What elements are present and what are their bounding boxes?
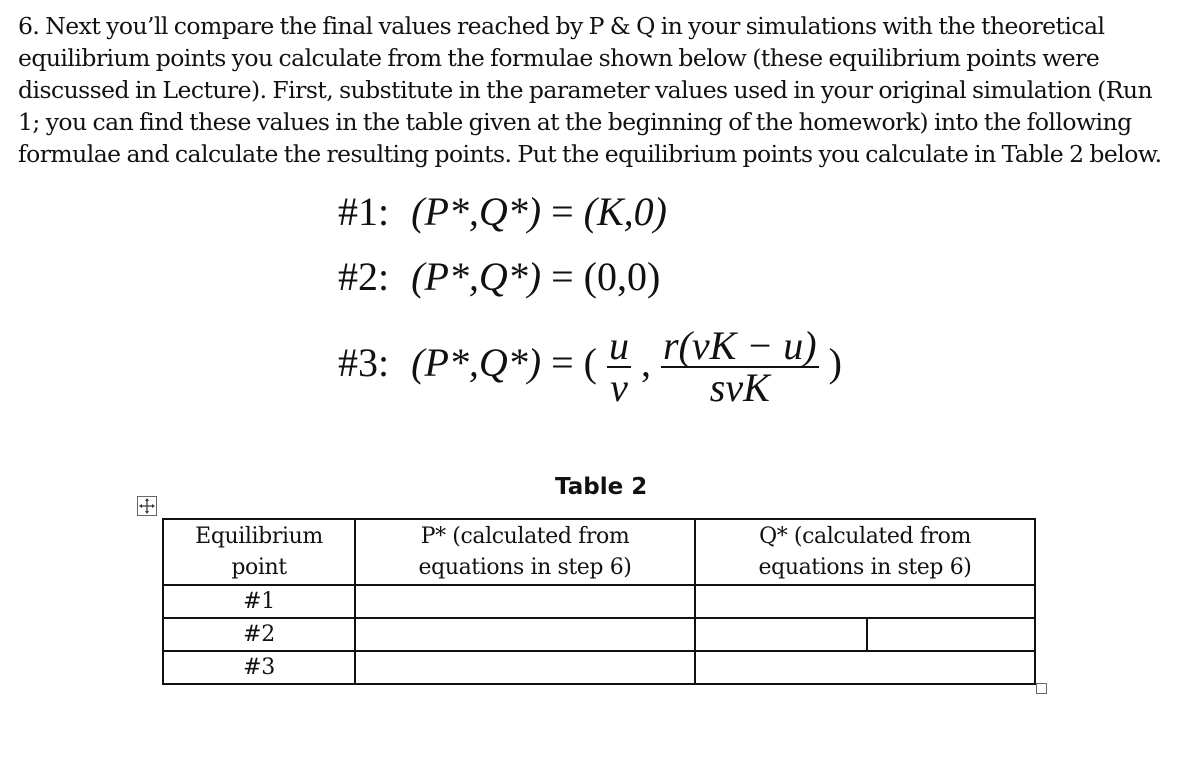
question-line: equilibrium points you calculate from the formulae shown below (these equilibrium points were xyxy=(18,44,1100,72)
table-2 xyxy=(162,518,1036,685)
equals-sign: = xyxy=(551,254,574,299)
open-paren: ( xyxy=(583,340,597,386)
table-header-row xyxy=(163,519,1035,585)
resize-square-icon[interactable] xyxy=(1036,683,1047,694)
equals-sign: = xyxy=(551,189,574,234)
q-star-cell[interactable] xyxy=(695,651,1035,684)
p-star-cell[interactable] xyxy=(355,585,695,618)
header-line: Q* (calculated from xyxy=(759,524,971,549)
equation-2 xyxy=(338,253,660,300)
row-label-cell: #2 xyxy=(163,618,355,651)
question-line: formulae and calculate the resulting points. Put the equilibrium points you calculate in Table 2 below. xyxy=(18,140,1162,168)
equation-rhs: (0,0) xyxy=(583,254,661,299)
header-line: point xyxy=(231,555,287,580)
close-paren: ) xyxy=(828,340,842,386)
p-star-cell[interactable] xyxy=(355,651,695,684)
q-star-cell[interactable] xyxy=(695,618,1035,651)
equals-sign: = xyxy=(551,340,574,386)
equation-rhs: (K,0) xyxy=(583,189,667,234)
equation-label: #1: xyxy=(338,189,390,234)
p-star-cell[interactable] xyxy=(355,618,695,651)
equation-lhs: (P*,Q*) xyxy=(411,340,542,386)
table-row xyxy=(163,618,1035,651)
fraction-denominator: v xyxy=(607,366,631,408)
equation-lhs: (P*,Q*) xyxy=(411,254,542,299)
header-line: P* (calculated from xyxy=(420,524,630,549)
comma: , xyxy=(640,340,651,386)
table-row xyxy=(163,585,1035,618)
question-line: discussed in Lecture). First, substitute in the parameter values used in your original simulation (Run xyxy=(18,76,1153,104)
equation-lhs: (P*,Q*) xyxy=(411,189,542,234)
split-cell-right[interactable] xyxy=(868,619,1034,650)
equation-3 xyxy=(338,323,842,410)
row-label-cell: #3 xyxy=(163,651,355,684)
equation-label: #2: xyxy=(338,254,390,299)
header-cell-p-star xyxy=(355,519,695,585)
header-line: equations in step 6) xyxy=(418,555,632,580)
question-line: 6. Next you’ll compare the final values reached by P & Q in your simulations with the theoretical xyxy=(18,12,1105,40)
header-cell-equilibrium xyxy=(163,519,355,585)
equation-label: #3: xyxy=(338,340,390,386)
move-cross-icon[interactable] xyxy=(137,496,157,516)
fraction-numerator: r(vK − u) xyxy=(662,323,817,368)
fraction-u-over-v xyxy=(607,323,631,410)
fraction-q-star xyxy=(661,323,819,410)
fraction-numerator: u xyxy=(608,323,629,368)
fraction-denominator: svK xyxy=(661,366,819,408)
q-star-cell[interactable] xyxy=(695,585,1035,618)
question-line: 1; you can find these values in the table given at the beginning of the homework) into the following xyxy=(18,108,1132,136)
table-caption: Table 2 xyxy=(555,474,648,500)
split-cell-left[interactable] xyxy=(696,619,868,650)
question-text xyxy=(18,10,1188,170)
table-row xyxy=(163,651,1035,684)
header-cell-q-star xyxy=(695,519,1035,585)
header-line: Equilibrium xyxy=(195,524,323,549)
split-cell xyxy=(696,619,1034,650)
header-line: equations in step 6) xyxy=(758,555,972,580)
equation-1 xyxy=(338,188,667,235)
row-label-cell: #1 xyxy=(163,585,355,618)
